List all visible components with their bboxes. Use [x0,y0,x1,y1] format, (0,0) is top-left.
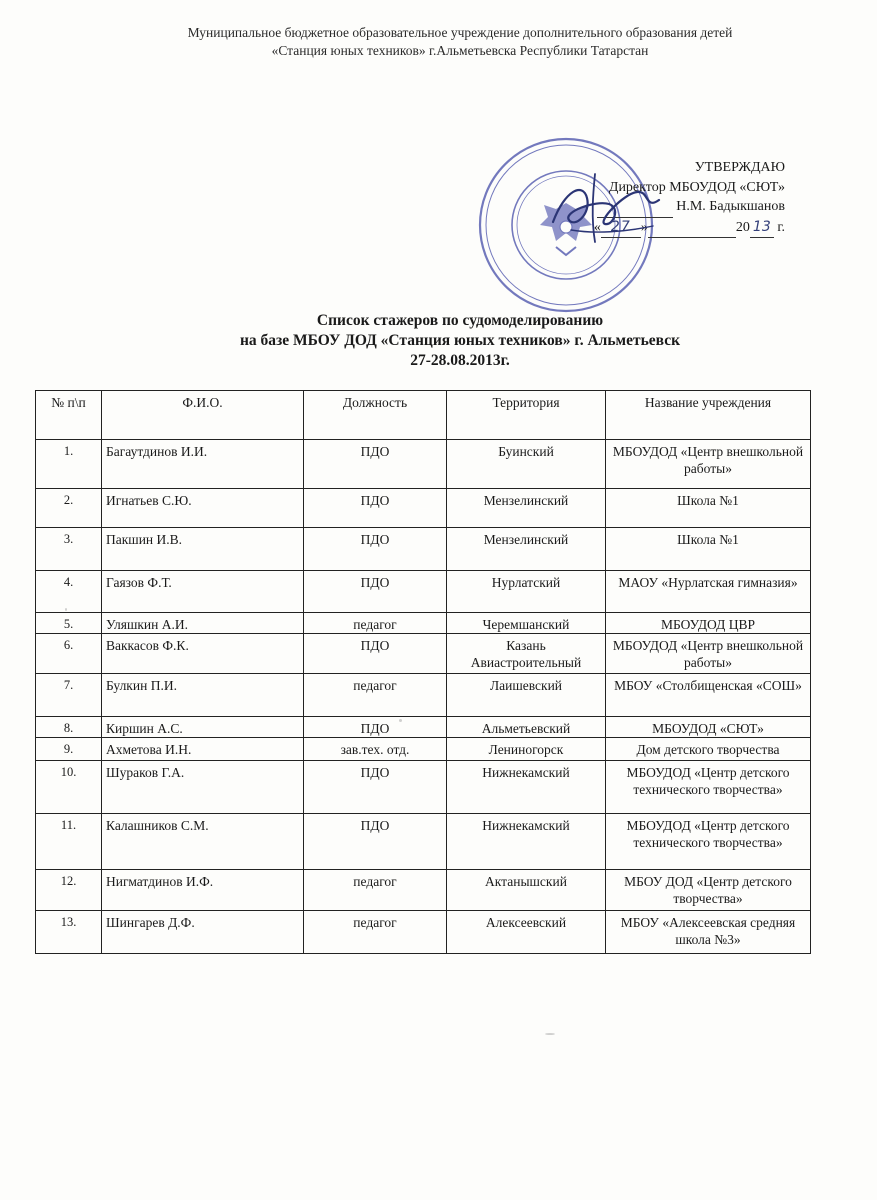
cell-position: педагог [304,613,447,634]
cell-full-name: Булкин П.И. [102,674,304,717]
cell-full-name: Киршин А.С. [102,717,304,738]
table-header-row [36,391,811,440]
cell-number: 4. [36,571,102,613]
cell-institution: МБОУДОД «Центр детского технического творчества» [606,761,811,814]
cell-position: ПДО [304,634,447,674]
date-year-suffix: г. [777,219,785,235]
table-row [36,761,811,814]
table-row [36,674,811,717]
approval-heading: УТВЕРЖДАЮ [694,160,785,175]
cell-institution: МБОУДОД «Центр внешкольной работы» [606,440,811,489]
paper-speck [65,608,67,611]
cell-number: 1. [36,440,102,489]
cell-territory: Алексеевский [447,911,606,954]
table-row [36,489,811,528]
director-name: Н.М. Бадыкшанов [676,199,785,214]
cell-territory: Черемшанский [447,613,606,634]
cell-number: 6. [36,634,102,674]
cell-full-name: Багаутдинов И.И. [102,440,304,489]
table-row [36,870,811,911]
date-day-handwritten: 27 [601,218,641,239]
table-row [36,440,811,489]
paper-speck [545,1033,555,1035]
cell-full-name: Пакшин И.В. [102,528,304,571]
paper-speck [399,719,402,722]
cell-full-name: Калашников С.М. [102,814,304,870]
cell-full-name: Уляшкин А.И. [102,613,304,634]
cell-position: ПДО [304,571,447,613]
cell-full-name: Шингарев Д.Ф. [102,911,304,954]
title-line2: на базе МБОУ ДОД «Станция юных техников» г. Альметьевск [239,332,681,349]
cell-full-name: Ахметова И.Н. [102,738,304,761]
header-institution: Название учреждения [606,391,811,440]
cell-number: 9. [36,738,102,761]
cell-position: ПДО [304,528,447,571]
cell-institution: МБОУ ДОД «Центр детского творчества» [606,870,811,911]
cell-position: педагог [304,674,447,717]
header-position: Должность [304,391,447,440]
cell-number: 11. [36,814,102,870]
organization-name-line1: Муниципальное бюджетное образовательное учреждение дополнительного образования детей [187,25,733,40]
cell-territory: Мензелинский [447,489,606,528]
cell-number: 8. [36,717,102,738]
cell-number: 12. [36,870,102,911]
cell-territory: Альметьевский [447,717,606,738]
cell-institution: МБОУ «Алексеевская средняя школа №3» [606,911,811,954]
date-year-prefix: 20 [735,219,750,235]
cell-full-name: Ваккасов Ф.К. [102,634,304,674]
title-line1: Список стажеров по судомоделированию [316,312,604,329]
cell-institution: МБОУДОД «СЮТ» [606,717,811,738]
cell-full-name: Гаязов Ф.Т. [102,571,304,613]
cell-institution: МБОУДОД «Центр внешкольной работы» [606,634,811,674]
cell-number: 10. [36,761,102,814]
cell-territory: Нурлатский [447,571,606,613]
table-row [36,634,811,674]
date-quote-open: « [593,219,601,235]
cell-full-name: Шураков Г.А. [102,761,304,814]
header-territory: Территория [447,391,606,440]
cell-position: педагог [304,911,447,954]
cell-institution: МБОУ «Столбищенская «СОШ» [606,674,811,717]
document-title [60,311,860,371]
director-position: Директор МБОУДОД «СЮТ» [608,179,785,195]
cell-territory: Мензелинский [447,528,606,571]
cell-territory: Нижнекамский [447,814,606,870]
cell-position: ПДО [304,814,447,870]
table-row [36,738,811,761]
cell-institution: МБОУДОД «Центр детского технического творчества» [606,814,811,870]
table-row [36,814,811,870]
trainees-table [35,390,811,954]
cell-institution: Школа №1 [606,489,811,528]
organization-header [60,24,860,60]
cell-position: ПДО [304,440,447,489]
table-row [36,613,811,634]
table-row [36,528,811,571]
cell-institution: МАОУ «Нурлатская гимназия» [606,571,811,613]
header-full-name: Ф.И.О. [102,391,304,440]
cell-position: ПДО [304,761,447,814]
cell-territory: Актанышский [447,870,606,911]
date-quote-close: » [640,219,648,235]
cell-number: 5. [36,613,102,634]
cell-territory: Лениногорск [447,738,606,761]
cell-territory: Нижнекамский [447,761,606,814]
cell-territory: Лаишевский [447,674,606,717]
cell-institution: МБОУДОД ЦВР [606,613,811,634]
table-row [36,717,811,738]
cell-position: педагог [304,870,447,911]
cell-territory: Буинский [447,440,606,489]
cell-number: 3. [36,528,102,571]
table-row [36,571,811,613]
table-row [36,911,811,954]
cell-full-name: Игнатьев С.Ю. [102,489,304,528]
cell-institution: Дом детского творчества [606,738,811,761]
cell-position: ПДО [304,717,447,738]
date-year-handwritten: 13 [750,218,774,239]
cell-number: 2. [36,489,102,528]
cell-institution: Школа №1 [606,528,811,571]
cell-position: зав.тех. отд. [304,738,447,761]
cell-number: 7. [36,674,102,717]
title-line3: 27-28.08.2013г. [410,352,510,369]
header-number: № п\п [36,391,102,440]
organization-name-line2: «Станция юных техников» г.Альметьевска Республики Татарстан [271,43,649,58]
cell-position: ПДО [304,489,447,528]
cell-full-name: Нигматдинов И.Ф. [102,870,304,911]
director-signature-icon [535,170,675,250]
cell-territory: Казань Авиастроительный [447,634,606,674]
cell-number: 13. [36,911,102,954]
